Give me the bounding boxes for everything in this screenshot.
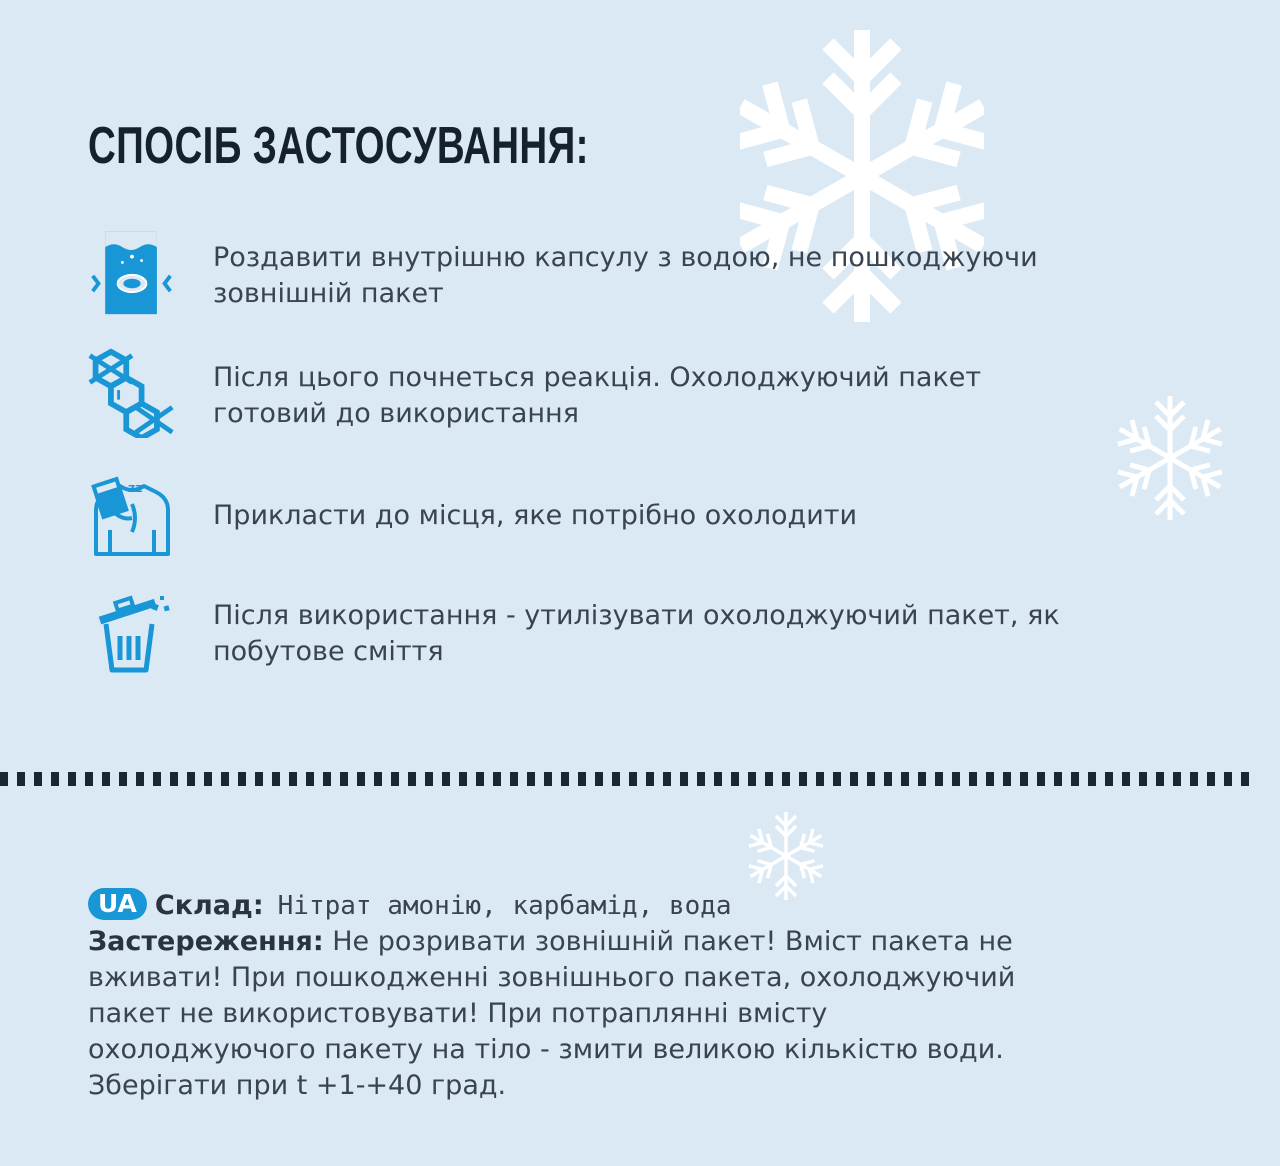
- warning-line-3: пакет не використовувати! При потраплянні вмісту: [88, 998, 828, 1029]
- step-3-text: [213, 498, 1093, 534]
- step-crush-capsule: [86, 226, 1086, 326]
- warning-label: Застереження:: [88, 926, 324, 957]
- step-4-line-2: побутове сміття: [213, 636, 444, 667]
- dashed-divider: [0, 772, 1258, 786]
- svg-text:ZZ: ZZ: [128, 484, 143, 495]
- step-4-line-1: Після використання - утилізувати охолоджуючий пакет, як: [213, 600, 1060, 631]
- language-badge: UA: [88, 888, 147, 920]
- step-3-line-1: Прикласти до місця, яке потрібно охолодити: [213, 500, 858, 531]
- page-title: СПОСІБ ЗАСТОСУВАННЯ:: [88, 117, 589, 175]
- step-2-line-1: Після цього почнеться реакція. Охолоджуючий пакет: [213, 362, 982, 393]
- step-2-line-2: готовий до використання: [213, 398, 579, 429]
- apply-to-body-icon: [86, 470, 178, 562]
- warning-text-1: Не розривати зовнішній пакет! Вміст пакета не: [323, 926, 1013, 957]
- step-dispose: [86, 590, 1086, 690]
- trash-bin-icon: [86, 590, 178, 682]
- composition-line: [88, 888, 1048, 924]
- step-2-text: [213, 360, 1093, 432]
- step-1-line-1: Роздавити внутрішню капсулу з водою, не пошкоджуючи: [213, 242, 1038, 273]
- snowflake-small-icon: [748, 812, 824, 900]
- step-4-text: [213, 598, 1093, 670]
- step-reaction: [86, 346, 1086, 446]
- snowflake-medium-icon: [1116, 396, 1224, 520]
- step-1-text: [213, 240, 1093, 312]
- composition-label: Склад:: [154, 890, 264, 921]
- warning-line-1: [88, 924, 1048, 960]
- warning-line-5: Зберігати при t +1-+40 град.: [88, 1070, 507, 1101]
- step-1-line-2: зовнішній пакет: [213, 278, 444, 309]
- warning-line-4: охолоджуючого пакету на тіло - змити великою кількістю води.: [88, 1034, 1004, 1065]
- composition-value: Нітрат амонію, карбамід, вода: [277, 891, 732, 921]
- molecule-reaction-icon: [86, 346, 178, 438]
- composition-block: [88, 888, 1048, 1104]
- warning-line-2: вживати! При пошкодженні зовнішнього пакета, охолоджуючий: [88, 962, 1016, 993]
- crush-capsule-icon: [86, 226, 178, 318]
- step-apply: [86, 470, 1086, 570]
